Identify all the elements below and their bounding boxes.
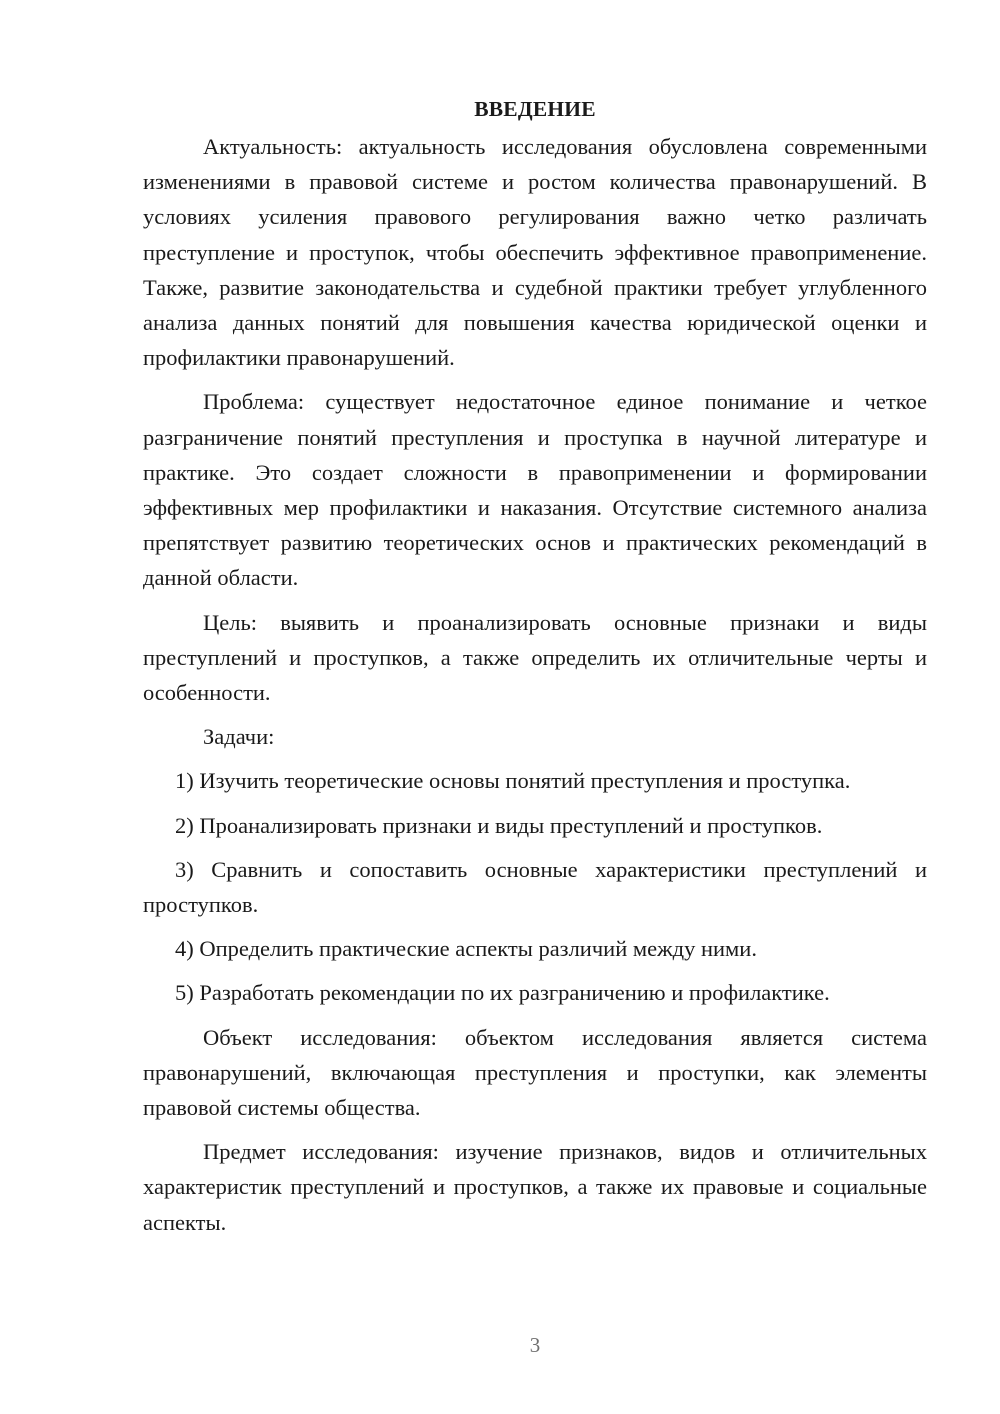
task-item-2: 2) Проанализировать признаки и виды преступлений и проступков.	[175, 812, 823, 838]
page-content	[143, 92, 927, 1240]
task-item-4: 4) Определить практические аспекты различий между ними.	[175, 936, 757, 962]
page-number: 3	[529, 1333, 541, 1357]
task-item-1: 1) Изучить теоретические основы понятий преступления и проступка.	[175, 768, 851, 794]
goal-paragraph: Цель: выявить и проанализировать основные признаки и виды преступлений и проступков, а также определить их отличительные черты и особенности.	[143, 609, 927, 706]
task-item-5: 5) Разработать рекомендации по их разграничению и профилактике.	[175, 980, 830, 1006]
problem-paragraph: Проблема: существует недостаточное единое понимание и четкое разграничение понятий преступления и проступка в научной литературе и практике. Это создает сложности в правоприменении и формировании эффективных мер профилактики и наказания. Отсутствие системного анализа препятствует развитию теоретических основ и практических рекомендаций в данной области.	[143, 389, 927, 591]
tasks-heading: Задачи:	[203, 724, 275, 750]
object-paragraph: Объект исследования: объектом исследования является система правонарушений, включающая преступления и проступки, как элементы правовой системы общества.	[143, 1024, 927, 1121]
relevance-paragraph: Актуальность: актуальность исследования обусловлена современными изменениями в правовой системе и ростом количества правонарушений. В условиях усиления правового регулирования важно четко различать преступление и проступок, чтобы обеспечить эффективное правоприменение. Также, развитие законодательства и судебной практики требует углубленного анализа данных понятий для повышения качества юридической оценки и профилактики правонарушений.	[143, 134, 927, 371]
task-item-3: 3) Сравнить и сопоставить основные характеристики преступлений и проступков.	[143, 856, 927, 918]
subject-paragraph: Предмет исследования: изучение признаков, видов и отличительных характеристик преступлений и проступков, а также их правовые и социальные аспекты.	[143, 1139, 927, 1235]
page-title: ВВЕДЕНИЕ	[474, 97, 596, 121]
